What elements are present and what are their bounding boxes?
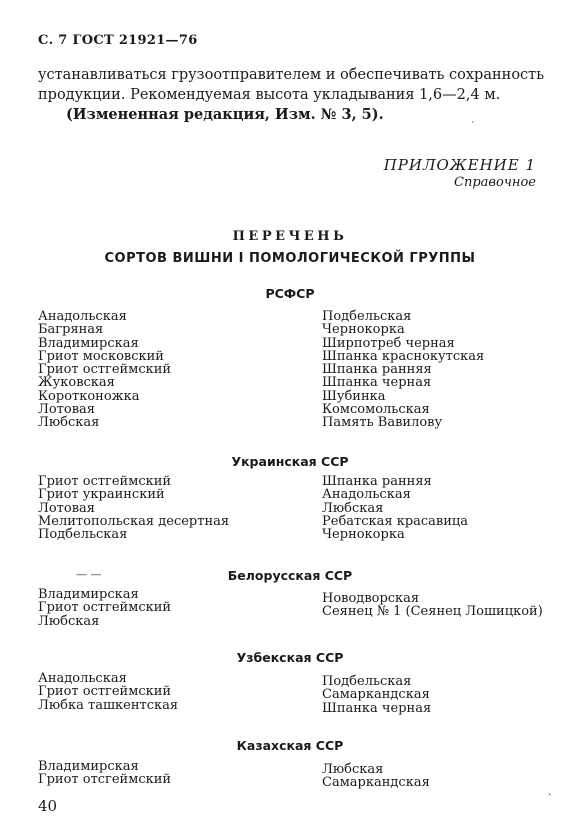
variety-item: Шубинка	[322, 388, 386, 404]
section-title-kazakh: Казахская ССР	[236, 738, 344, 753]
variety-item: Подбельская	[322, 309, 412, 324]
body-paragraph	[38, 65, 555, 125]
body-line-1: устанавливаться грузоотправителем и обеспечивать сохранность	[38, 67, 545, 83]
page-number: 40	[38, 797, 58, 815]
variety-item: Гриот остгеймский	[38, 474, 172, 489]
page-header: С. 7 ГОСТ 21921—76	[38, 33, 198, 48]
variety-item: Коротконожка	[38, 388, 140, 404]
variety-item: Самаркандская	[322, 775, 430, 791]
variety-item: Подбельская	[322, 674, 412, 689]
section-belarus-right-column	[322, 592, 543, 619]
list-subtitle: СОРТОВ ВИШНИ I ПОМОЛОГИЧЕСКОЙ ГРУППЫ	[104, 251, 476, 266]
speck-mark: ·	[548, 788, 552, 801]
variety-item: Гриот отсгеймский	[38, 772, 172, 788]
section-title-uzbek: Узбекская ССР	[236, 650, 344, 665]
variety-item: Любка ташкентская	[38, 697, 179, 713]
variety-item: Подбельская	[38, 527, 128, 543]
appendix-subtitle: Справочное	[454, 175, 536, 190]
section-rsfsr-right-column	[322, 310, 484, 430]
variety-item: Жуковская	[38, 375, 115, 391]
variety-item: Анадольская	[38, 309, 127, 324]
section-rsfsr-left-column	[38, 310, 171, 430]
variety-item: Лотовая	[38, 402, 95, 418]
variety-item: Новодворская	[322, 591, 420, 606]
appendix-block	[384, 156, 536, 190]
section-uzbek-left-column	[38, 672, 178, 712]
variety-item: Шпанка краснокутская	[322, 348, 485, 364]
variety-item: Гриот остгеймский	[38, 684, 172, 700]
variety-item: Любская	[322, 500, 384, 516]
variety-item: Комсомольская	[322, 402, 430, 418]
variety-item: Чернокорка	[322, 527, 405, 543]
variety-item: Гриот остгеймский	[38, 362, 172, 378]
variety-item: Багряная	[38, 322, 104, 338]
section-kazakh-left-column	[38, 760, 171, 787]
body-line-2: продукции. Рекомендуемая высота укладывания 1,6—2,4 м.	[38, 87, 501, 103]
dash-mark: — —	[76, 568, 102, 581]
variety-item: Шпанка черная	[322, 700, 432, 716]
amendment-note: (Измененная редакция, Изм. № 3, 5).	[66, 106, 384, 123]
section-belarus-left-column	[38, 588, 171, 628]
variety-item: Анадольская	[38, 671, 127, 686]
variety-item: Ребатская красавица	[322, 513, 469, 529]
speck-mark: ˙	[470, 120, 476, 133]
variety-item: Лотовая	[38, 500, 95, 516]
variety-item: Чернокорка	[322, 322, 405, 338]
variety-item: Ширпотреб черная	[322, 335, 455, 351]
section-ukraine-right-column	[322, 475, 468, 541]
section-ukraine-left-column	[38, 475, 229, 541]
variety-item: Самаркандская	[322, 687, 430, 703]
variety-item: Владимирская	[38, 587, 139, 602]
section-kazakh-right-column	[322, 763, 430, 790]
variety-item: Сеянец № 1 (Сеянец Лошицкой)	[322, 604, 543, 620]
appendix-title: ПРИЛОЖЕНИЕ 1	[383, 156, 536, 174]
section-title-rsfsr: РСФСР	[265, 286, 315, 301]
variety-item: Гриот украинский	[38, 487, 165, 503]
variety-item: Любская	[322, 762, 384, 777]
variety-item: Гриот московский	[38, 348, 164, 364]
variety-item: Владимирская	[38, 335, 139, 351]
variety-item: Шпанка ранняя	[322, 362, 432, 378]
variety-item: Шпанка ранняя	[322, 474, 432, 489]
variety-item: Память Вавилову	[322, 415, 443, 431]
variety-item: Мелитопольская десертная	[38, 513, 230, 529]
variety-item: Владимирская	[38, 759, 139, 774]
variety-item: Любская	[38, 613, 100, 629]
section-title-ukraine: Украинская ССР	[231, 454, 349, 469]
list-title: ПЕРЕЧЕНЬ	[232, 229, 348, 244]
section-uzbek-right-column	[322, 675, 431, 715]
variety-item: Шпанка черная	[322, 375, 432, 391]
section-title-belarus: Белорусская ССР	[227, 568, 353, 583]
variety-item: Любская	[38, 415, 100, 431]
variety-item: Гриот остгеймский	[38, 600, 172, 616]
variety-item: Анадольская	[322, 487, 411, 503]
